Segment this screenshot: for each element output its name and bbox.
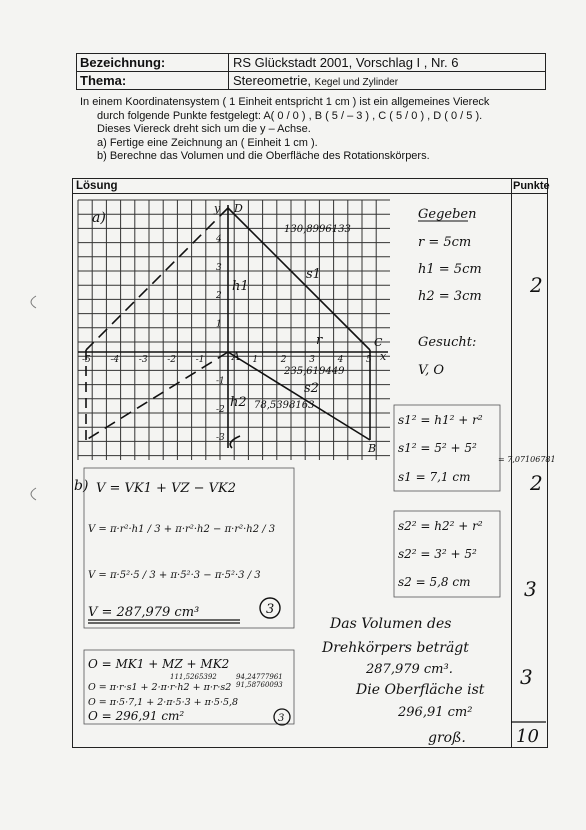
v-eq2: V = π·r²·h1 / 3 + π·r²·h2 − π·r²·h2 / 3 bbox=[88, 524, 276, 535]
s1-eq1: s1² = h1² + r² bbox=[398, 413, 483, 427]
rotation-arrow bbox=[230, 436, 240, 448]
task-line-2: durch folgende Punkte festgelegt: A( 0 / 0 ) , B ( 5 / – 3 ) , C ( 5 / 0 ) , D ( 0 / 5 ). bbox=[97, 109, 483, 122]
answer-line-4: Die Oberfläche ist bbox=[356, 682, 485, 698]
task-line-3: Dieses Viereck dreht sich um die y – Achse. bbox=[97, 123, 311, 135]
calc-top: 130,8996133 bbox=[284, 224, 351, 235]
bezeichnung-value: RS Glückstadt 2001, Vorschlag I , Nr. 6 bbox=[233, 55, 459, 70]
thema-sub: Kegel und Zylinder bbox=[314, 77, 399, 88]
o-eq3: O = π·5·7,1 + 2·π·5·3 + π·5·5,8 bbox=[88, 697, 239, 708]
s1-eq2: s1² = 5² + 5² bbox=[398, 441, 477, 455]
x-tick-label: 4 bbox=[337, 355, 344, 365]
part-b-label: b) bbox=[74, 478, 89, 494]
task-item-b: b) Berechne das Volumen und die Oberfläche des Rotationskörpers. bbox=[97, 150, 430, 162]
y-tick-label: -3 bbox=[216, 433, 225, 444]
v-eq1: V = VK1 + VZ − VK2 bbox=[96, 481, 237, 496]
axes bbox=[78, 205, 388, 448]
task-line-1: In einem Koordinatensystem ( 1 Einheit entspricht 1 cm ) ist ein allgemeines Viereck bbox=[80, 96, 490, 108]
y-tick-label: -1 bbox=[216, 376, 225, 387]
grid-paper bbox=[78, 200, 390, 460]
o-points-circle: 3 bbox=[278, 713, 285, 724]
points-v: 3 bbox=[524, 577, 537, 601]
o-side-1: 111,5265392 bbox=[170, 673, 217, 681]
answer-line-5: 296,91 cm² bbox=[398, 705, 473, 720]
x-tick-label: 1 bbox=[252, 355, 259, 365]
point-C-label: C bbox=[374, 336, 383, 349]
o-eq1: O = MK1 + MZ + MK2 bbox=[88, 657, 230, 671]
h1-label: h1 bbox=[232, 279, 249, 294]
task-item-a: a) Fertige eine Zeichnung an ( Einheit 1 cm ). bbox=[97, 136, 318, 149]
x-tick-label: 5 bbox=[366, 355, 372, 365]
volume-calculation bbox=[74, 468, 294, 628]
answer-line-3: 287,979 cm³. bbox=[366, 662, 453, 677]
points-s: 2 bbox=[530, 471, 543, 495]
points-o: 3 bbox=[520, 665, 533, 689]
given-h2: h2 = 3cm bbox=[418, 289, 482, 304]
v-points-circle: 3 bbox=[266, 602, 275, 617]
loesung-label: Lösung bbox=[76, 180, 118, 192]
punch-mark-bottom bbox=[31, 488, 36, 500]
y-tick-label: 1 bbox=[216, 319, 222, 330]
gesucht-values: V, O bbox=[418, 363, 445, 378]
points-total: 10 bbox=[516, 726, 539, 747]
y-tick-label: 3 bbox=[216, 262, 222, 273]
s-calculations bbox=[394, 405, 556, 597]
r-label: r bbox=[316, 333, 323, 348]
x-tick-label: -3 bbox=[138, 355, 148, 365]
calc-low: 78,5398163 bbox=[254, 400, 315, 411]
answer-line-6: groß. bbox=[428, 730, 466, 746]
point-A-label: A bbox=[232, 350, 240, 363]
given-section bbox=[418, 207, 482, 378]
x-tick-label: -5 bbox=[82, 355, 91, 365]
points-column bbox=[511, 273, 546, 747]
punch-mark-top bbox=[31, 296, 36, 308]
o-side-2: 94,24777961 bbox=[236, 673, 283, 681]
gegeben-heading: Gegeben bbox=[418, 207, 477, 222]
bezeichnung-label: Bezeichnung: bbox=[77, 54, 229, 71]
s1-side-calc: = 7,07106781 bbox=[498, 455, 556, 464]
x-tick-label: -4 bbox=[110, 355, 120, 365]
y-tick-label: 4 bbox=[216, 234, 222, 245]
mirror-edge-DC bbox=[86, 208, 228, 350]
points-a: 2 bbox=[530, 273, 543, 297]
v-result: V = 287,979 cm³ bbox=[88, 605, 200, 620]
x-tick-label: 3 bbox=[309, 355, 315, 365]
given-h1: h1 = 5cm bbox=[418, 262, 482, 277]
x-axis-label: x bbox=[380, 350, 387, 363]
part-a-label: a) bbox=[92, 210, 106, 226]
o-eq2: O = π·r·s1 + 2·π·r·h2 + π·r·s2 bbox=[88, 682, 232, 693]
answer-line-1: Das Volumen des bbox=[330, 616, 452, 632]
o-result: O = 296,91 cm² bbox=[88, 709, 185, 723]
s2-eq1: s2² = h2² + r² bbox=[398, 519, 483, 533]
point-D-label: D bbox=[234, 202, 243, 215]
x-tick-label: 2 bbox=[280, 355, 287, 365]
h2-label: h2 bbox=[230, 395, 247, 410]
s2-eq3: s2 = 5,8 cm bbox=[398, 575, 471, 589]
s2-label: s2 bbox=[304, 381, 319, 396]
s1-label: s1 bbox=[306, 267, 321, 282]
punkte-label: Punkte bbox=[513, 180, 550, 192]
thema-main: Stereometrie, bbox=[233, 73, 312, 88]
o-side-3: 91,58760093 bbox=[236, 681, 283, 689]
thema-label: Thema: bbox=[77, 72, 229, 89]
y-tick-label: -2 bbox=[216, 404, 225, 415]
point-B-label: B bbox=[368, 442, 377, 455]
given-r: r = 5cm bbox=[418, 235, 472, 250]
y-tick-label: 2 bbox=[216, 291, 222, 302]
y-axis-label: y bbox=[214, 202, 221, 215]
s2-eq2: s2² = 3² + 5² bbox=[398, 547, 477, 561]
surface-calculation bbox=[84, 650, 294, 725]
v-eq3: V = π·5²·5 / 3 + π·5²·3 − π·5²·3 / 3 bbox=[88, 570, 261, 581]
gesucht-heading: Gesucht: bbox=[418, 335, 477, 350]
answer-sentence bbox=[321, 616, 485, 746]
s1-eq3: s1 = 7,1 cm bbox=[398, 470, 471, 484]
x-tick-label: -1 bbox=[195, 355, 205, 365]
calc-mid: 235,619449 bbox=[284, 366, 345, 377]
x-tick-label: -2 bbox=[167, 355, 176, 365]
answer-line-2: Drehkörpers beträgt bbox=[322, 640, 469, 656]
